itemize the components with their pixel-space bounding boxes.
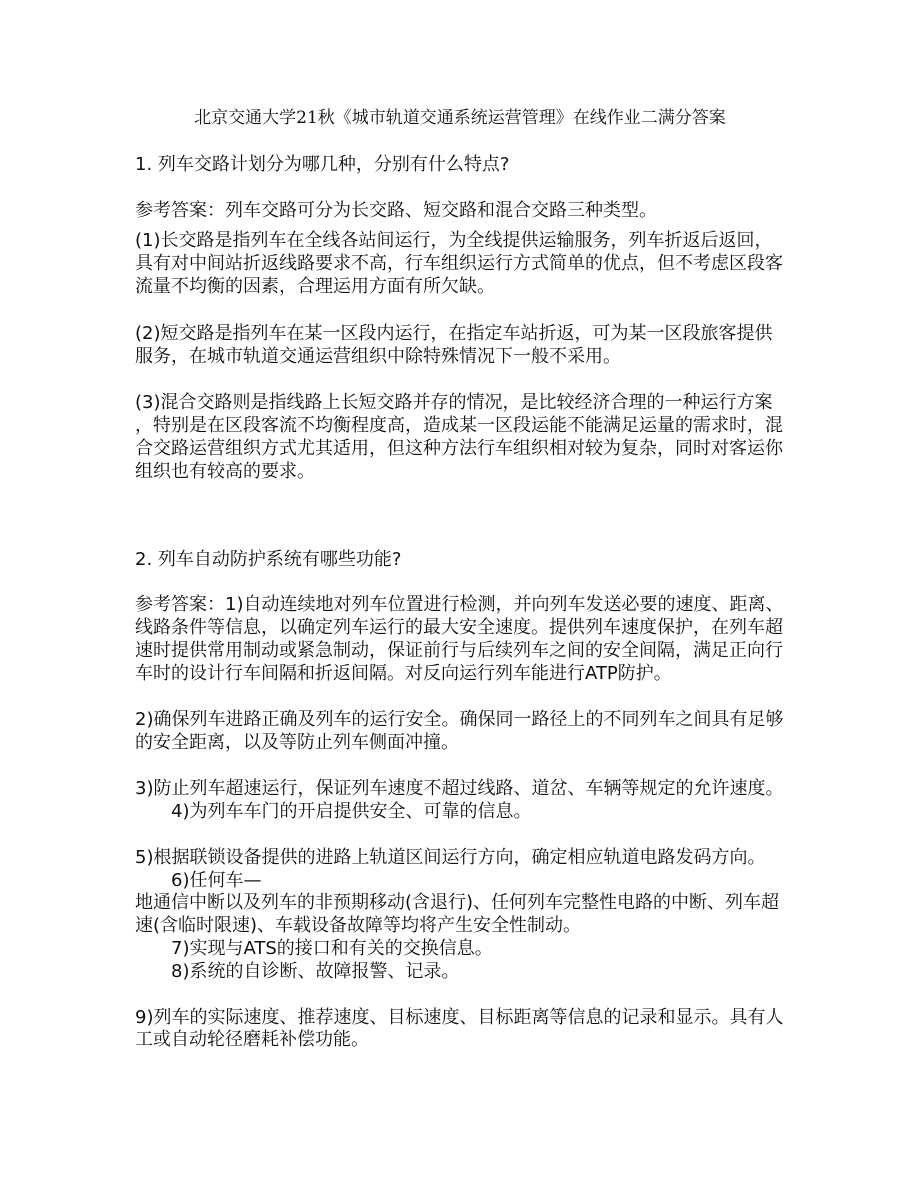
answer-item-8: 8)系统的自诊断、故障报警、记录。 xyxy=(171,961,460,982)
answer-item-5: 5)根据联锁设备提供的进路上轨道区间运行方向，确定相应轨道电路发码方向。 xyxy=(135,847,766,868)
text-line: 地通信中断以及列车的非预期移动(含退行)、任何列车完整性电路的中断、列车超 xyxy=(135,892,780,913)
text-line: (2)短交路是指列车在某一区段内运行，在指定车站折返，可为某一区段旅客提供 xyxy=(135,323,773,344)
text-line: (1)长交路是指列车在全线各站间运行，为全线提供运输服务，列车折返后返回， xyxy=(135,230,773,251)
text-line: 的安全距离，以及等防止列车侧面冲撞。 xyxy=(135,732,459,753)
text-line: ，特别是在区段客流不均衡程度高，造成某一区段运能不能满足运量的需求时，混 xyxy=(135,415,783,436)
text-line: 2)确保列车进路正确及列车的运行安全。确保同一路径上的不同列车之间具有足够 xyxy=(135,709,784,730)
answer-item-3: 3)防止列车超速运行，保证列车速度不超过线路、道岔、车辆等规定的允许速度。 xyxy=(135,778,784,799)
answer-item-7: 7)实现与ATS的接口和有关的交换信息。 xyxy=(171,938,493,959)
text-line: 线路条件等信息，以确定列车运行的最大安全速度。提供列车速度保护，在列车超 xyxy=(135,617,783,638)
question-text: 1. 列车交路计划分为哪几种，分别有什么特点? xyxy=(135,154,510,175)
text-line: 速(含临时限速)、车载设备故障等均将产生安全性制动。 xyxy=(135,915,582,936)
document-title: 北京交通大学21秋《城市轨道交通系统运营管理》在线作业二满分答案 xyxy=(194,108,726,128)
text-line: 6)任何车— xyxy=(171,870,262,891)
text-line: 服务，在城市轨道交通运营组织中除特殊情况下一般不采用。 xyxy=(135,346,621,367)
text-line: 参考答案：1)自动连续地对列车位置进行检测，并向列车发送必要的速度、距离、 xyxy=(135,594,784,615)
text-line: 流量不均衡的因素，合理运用方面有所欠缺。 xyxy=(135,276,495,297)
text-line: 组织也有较高的要求。 xyxy=(135,461,315,482)
text-line: 车时的设计行车间隔和折返间隔。对反向运行列车能进行ATP防护。 xyxy=(135,663,672,684)
question-text: 2. 列车自动防护系统有哪些功能? xyxy=(135,549,402,570)
text-line: 工或自动轮径磨耗补偿功能。 xyxy=(135,1029,369,1050)
text-line: 9)列车的实际速度、推荐速度、目标速度、目标距离等信息的记录和显示。具有人 xyxy=(135,1007,784,1028)
text-line: 合交路运营组织方式尤其适用，但这种方法行车组织相对较为复杂，同时对客运你 xyxy=(135,438,783,459)
text-line: (3)混合交路则是指线路上长短交路并存的情况，是比较经济合理的一种运行方案 xyxy=(135,392,773,413)
answer-item-4: 4)为列车车门的开启提供安全、可靠的信息。 xyxy=(171,801,532,822)
text-line: 速时提供常用制动或紧急制动，保证前行与后续列车之间的安全间隔，满足正向行 xyxy=(135,640,783,661)
answer-summary: 参考答案：列车交路可分为长交路、短交路和混合交路三种类型。 xyxy=(135,200,657,221)
text-line: 具有对中间站折返线路要求不高，行车组织运行方式简单的优点，但不考虑区段客 xyxy=(135,253,783,274)
